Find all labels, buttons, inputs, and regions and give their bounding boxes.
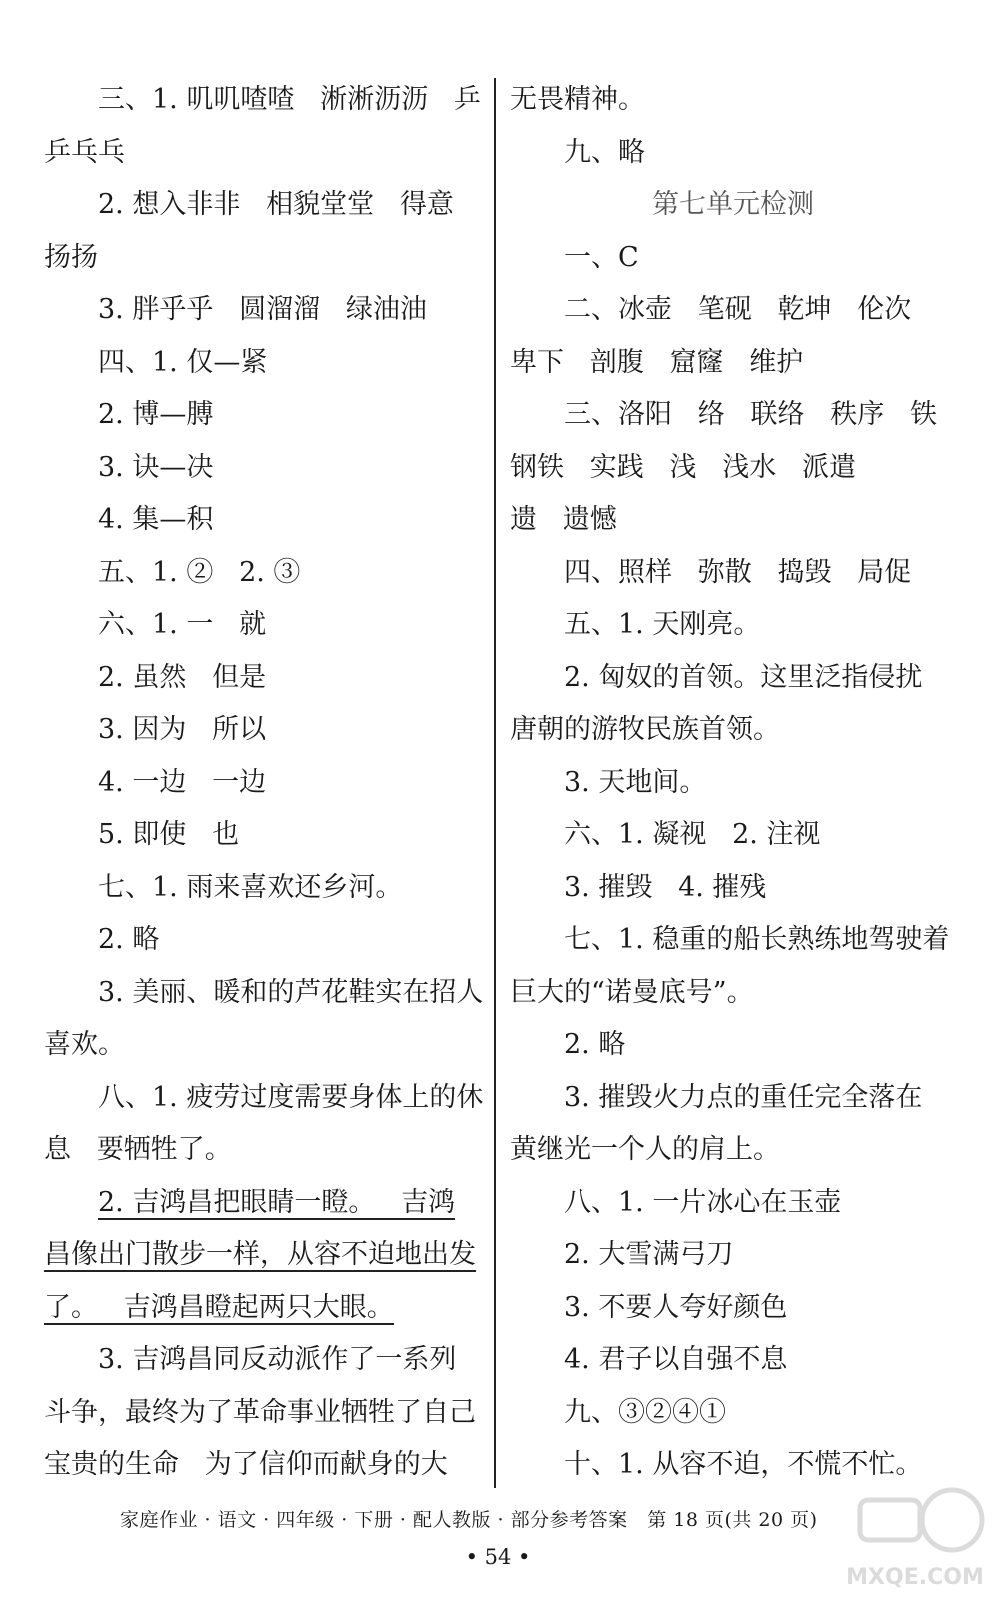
answer-text: 斗争，最终为了革命事业牺牲了自己 [44, 1396, 476, 1428]
answer-text: 4. 君子以自强不息 [564, 1344, 788, 1375]
answer-text: 息 要牺牲了。 [44, 1134, 232, 1165]
answer-line [44, 914, 486, 967]
page-number: • 54 • [465, 1545, 531, 1569]
answer-line [44, 494, 486, 547]
answer-text: 宝贵的生命 为了信仰而献身的大 [44, 1449, 448, 1480]
answer-text: 4. 集—积 [98, 504, 214, 535]
answer-text: 4. 一边 一边 [98, 766, 267, 798]
answer-text: 喜欢。 [44, 1029, 125, 1060]
answer-text: 一、C [564, 241, 639, 273]
answer-line [44, 547, 486, 600]
answer-line [44, 1019, 486, 1072]
answer-line [510, 127, 956, 180]
answer-line [44, 1072, 486, 1125]
answer-text: 5. 即使 也 [98, 819, 240, 850]
answer-line [44, 442, 486, 495]
answer-text: 唐朝的游牧民族首领。 [510, 714, 780, 745]
answer-text: 三、1. 叽叽喳喳 淅淅沥沥 乒 [98, 84, 481, 115]
answer-line [510, 494, 956, 547]
answer-text: 巨大的“诺曼底号”。 [510, 976, 754, 1008]
answer-line [44, 862, 486, 915]
watermark-logo [840, 1480, 990, 1595]
answer-line [44, 127, 486, 180]
answer-text: 3. 摧毁火力点的重任完全落在 [564, 1081, 923, 1113]
answer-text: 3. 因为 所以 [98, 714, 267, 745]
answer-line [44, 704, 486, 757]
answer-text: 无畏精神。 [510, 84, 645, 115]
answer-text: 3. 不要人夸好颜色 [564, 1291, 788, 1323]
answer-text: 六、1. 凝视 2. 注视 [564, 819, 821, 850]
answer-line [510, 1124, 956, 1177]
answer-line [510, 389, 956, 442]
answer-line [510, 809, 956, 862]
answer-line [44, 179, 486, 232]
answer-text: 2. 略 [98, 924, 160, 955]
answer-text: 十、1. 从容不迫，不慌不忙。 [564, 1449, 923, 1480]
answer-line [510, 652, 956, 705]
answer-text: 第七单元检测 [652, 189, 814, 220]
answer-line [510, 1229, 956, 1282]
answer-line [44, 809, 486, 862]
answer-line [510, 442, 956, 495]
answer-text: 2. 虽然 但是 [98, 661, 267, 693]
answer-line [44, 284, 486, 337]
answer-text: 八、1. 疲劳过度需要身体上的休 [98, 1081, 484, 1113]
answer-text: 3. 美丽、暖和的芦花鞋实在招人 [98, 976, 484, 1008]
answer-line [510, 1177, 956, 1230]
answer-line [44, 1177, 486, 1230]
left-answer-column [44, 74, 486, 1492]
answer-text: 扬扬 [44, 241, 98, 273]
answer-text: 2. 匈奴的首领。这里泛指侵扰 [564, 661, 923, 693]
answer-line [44, 1229, 486, 1282]
answer-line [510, 547, 956, 600]
answer-line [44, 757, 486, 810]
answer-line [44, 1124, 486, 1177]
answer-text: 三、洛阳 络 联络 秩序 铁 [564, 399, 937, 430]
answer-text: 卑下 剖腹 窟窿 维护 [510, 346, 804, 378]
answer-text: 2. 吉鸿昌把眼睛一瞪。 吉鸿 [98, 1186, 456, 1218]
answer-text: 九、略 [564, 136, 645, 168]
answer-line [510, 337, 956, 390]
answer-text: 了。 吉鸿昌瞪起两只大眼。 [44, 1291, 394, 1323]
answer-text: 2. 博—膊 [98, 399, 214, 430]
answer-text: 九、③②④① [564, 1396, 726, 1428]
answer-text: 钢铁 实践 浅 浅水 派遣 [510, 451, 856, 483]
answer-text: 2. 想入非非 相貌堂堂 得意 [98, 189, 454, 220]
section-heading [510, 179, 956, 232]
answer-text: 五、1. 天刚亮。 [564, 609, 761, 640]
answer-line [44, 1334, 486, 1387]
answer-line [44, 232, 486, 285]
answer-text: 遗 遗憾 [510, 504, 617, 535]
answer-text: 3. 胖乎乎 圆溜溜 绿油油 [98, 294, 427, 325]
answer-text: 黄继光一个人的肩上。 [510, 1134, 780, 1165]
right-answer-column [510, 74, 956, 1492]
answer-line [44, 389, 486, 442]
answer-line [44, 1282, 486, 1335]
answer-line [510, 599, 956, 652]
answer-text: 五、1. ② 2. ③ [98, 556, 301, 588]
answer-line [510, 1334, 956, 1387]
answer-line [510, 862, 956, 915]
answer-text: 四、照样 弥散 捣毁 局促 [564, 556, 912, 588]
answer-text: 2. 略 [564, 1029, 626, 1060]
answer-text: 2. 大雪满弓刀 [564, 1239, 734, 1270]
answer-line [510, 1072, 956, 1125]
answer-text: 3. 诀—决 [98, 451, 214, 483]
answer-text: 3. 吉鸿昌同反动派作了一系列 [98, 1344, 457, 1375]
answer-line [510, 232, 956, 285]
answer-line [44, 1387, 486, 1440]
page-footer: 家庭作业 · 语文 · 四年级 · 下册 · 配人教版 · 部分参考答案 第 18 页(共 20 页) [120, 1509, 818, 1531]
answer-line [44, 652, 486, 705]
answer-text: 3. 天地间。 [564, 766, 707, 798]
answer-text: 六、1. 一 就 [98, 609, 267, 640]
answer-line [510, 1282, 956, 1335]
answer-line [510, 1387, 956, 1440]
answer-line [510, 914, 956, 967]
answer-text: 七、1. 稳重的船长熟练地驾驶着 [564, 924, 950, 955]
answer-text: 二、冰壶 笔砚 乾坤 伦次 [564, 294, 912, 325]
answer-text: 3. 摧毁 4. 摧残 [564, 871, 767, 903]
answer-line [44, 1439, 486, 1492]
answer-text: 乒乓乓 [44, 136, 125, 168]
answer-line [510, 704, 956, 757]
answer-text: 八、1. 一片冰心在玉壶 [564, 1186, 842, 1218]
answer-line [44, 599, 486, 652]
answer-line [44, 967, 486, 1020]
answer-line [44, 337, 486, 390]
answer-line [510, 74, 956, 127]
answer-line [510, 967, 956, 1020]
answer-line [510, 1019, 956, 1072]
column-divider [494, 78, 496, 1488]
watermark-text: MXQE.COM [846, 1565, 984, 1590]
answer-line [44, 74, 486, 127]
answer-line [510, 757, 956, 810]
answer-text: 七、1. 雨来喜欢还乡河。 [98, 871, 403, 903]
answer-text: 四、1. 仅—紧 [98, 346, 268, 378]
answer-line [510, 284, 956, 337]
answer-text: 昌像出门散步一样，从容不迫地出发 [44, 1239, 476, 1270]
